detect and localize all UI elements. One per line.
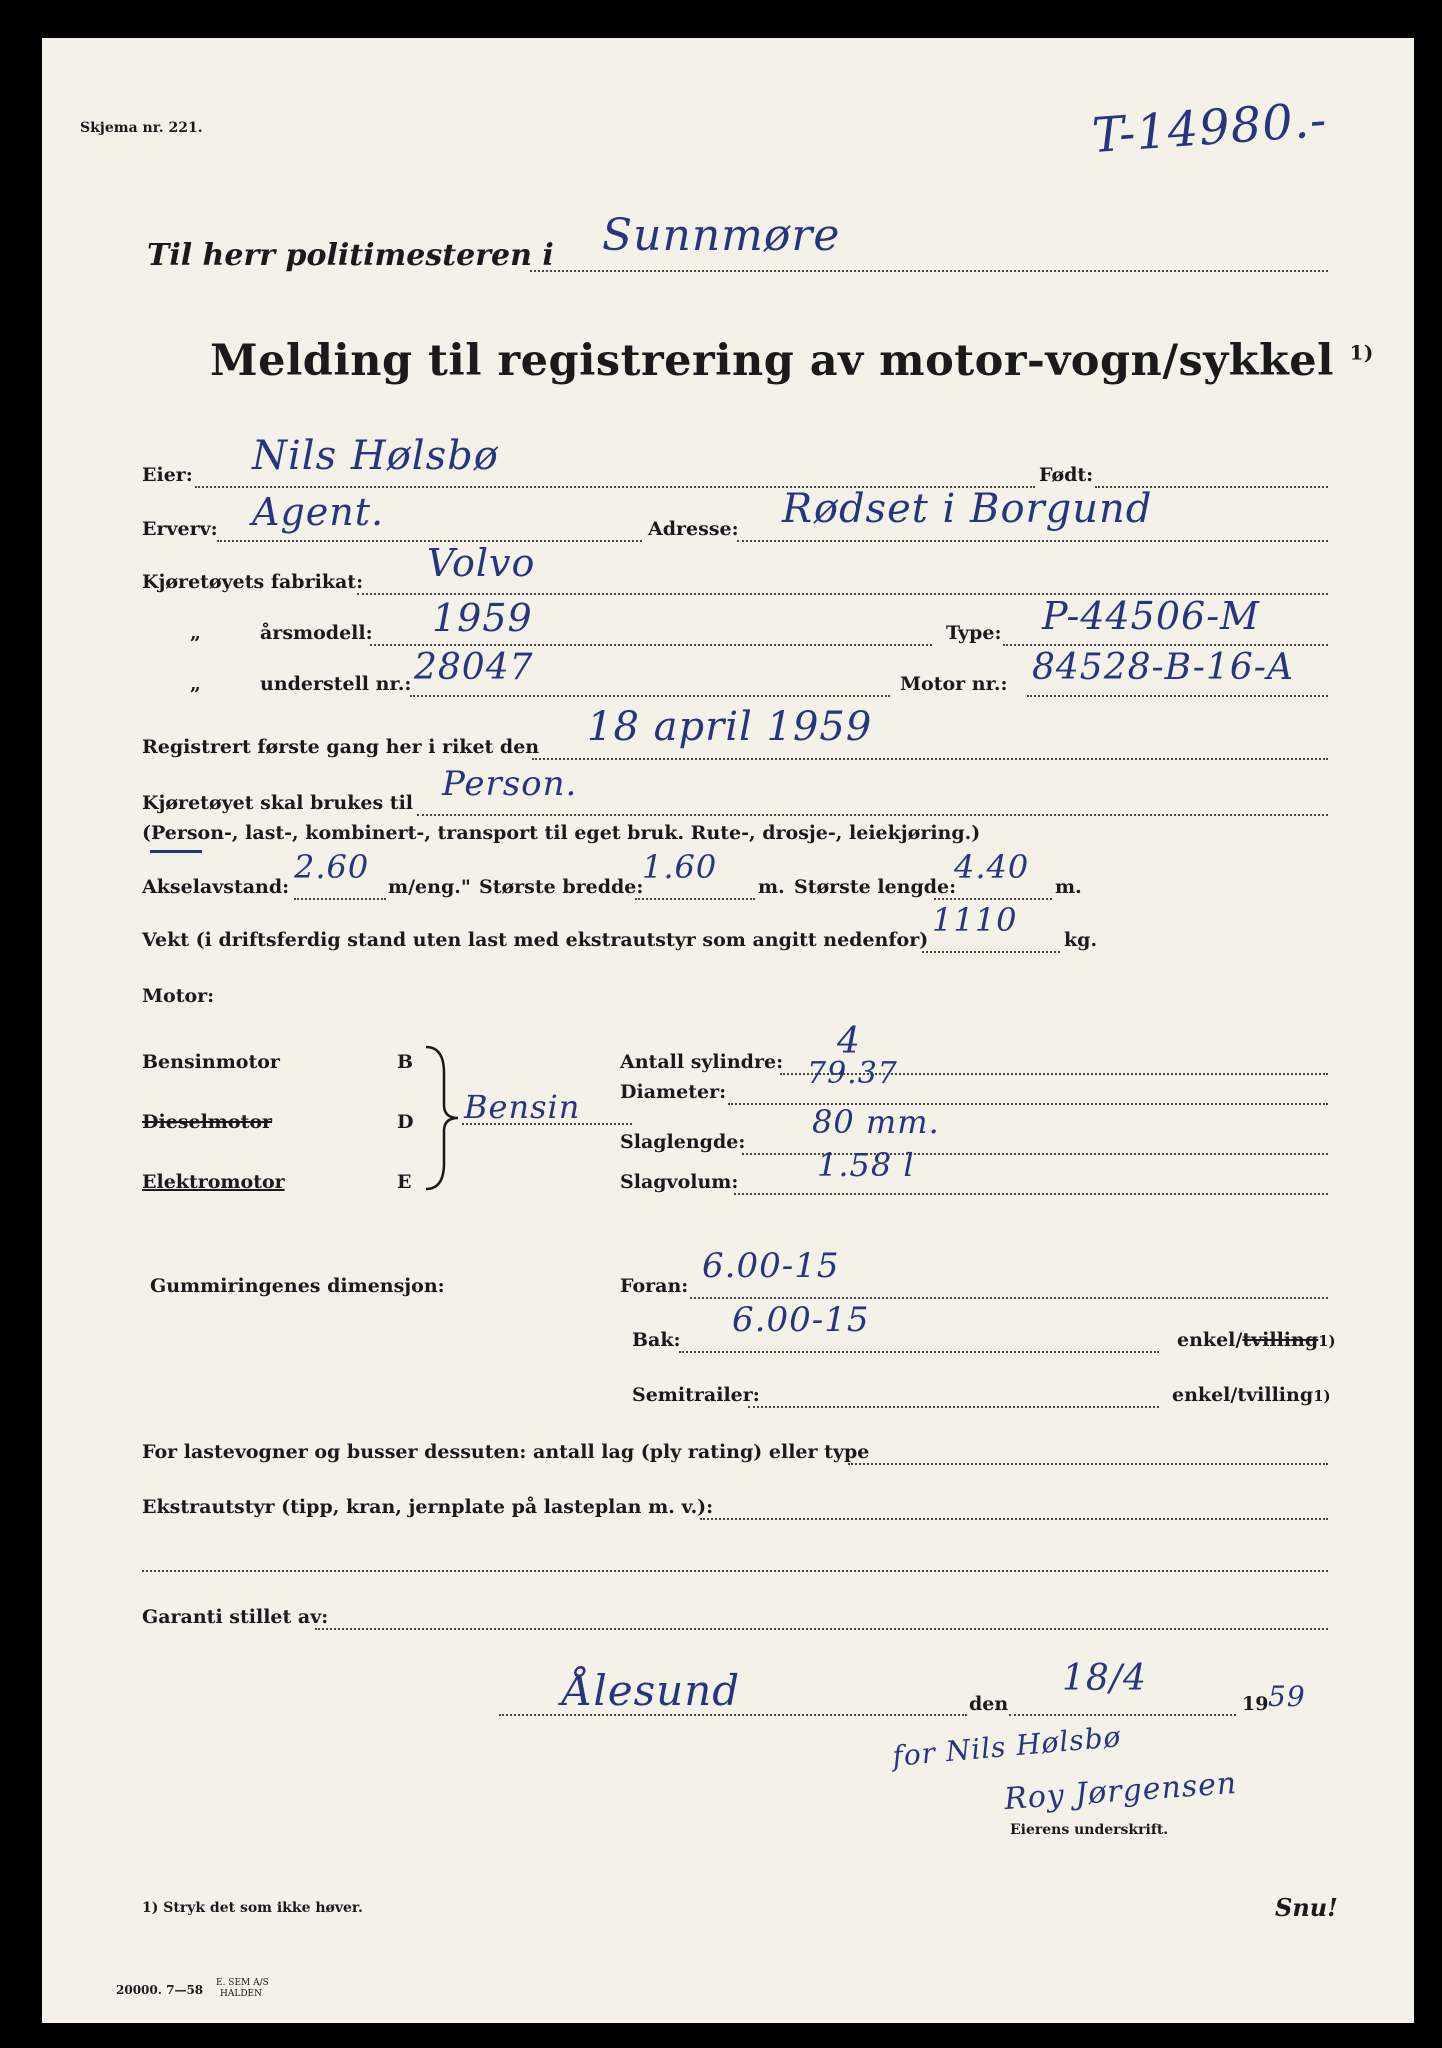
semitrailer-suffix-text: enkel/tvilling <box>1172 1384 1314 1406</box>
motor-selected-value: Bensin <box>464 1088 581 1126</box>
motor-code-b: B <box>397 1051 414 1073</box>
motor-code-d: D <box>397 1111 414 1133</box>
registrert-label: Registrert første gang her i riket den <box>142 736 540 758</box>
type-value: P-44506-M <box>1042 594 1260 638</box>
understell-label: understell nr.: <box>260 673 412 695</box>
lengde-unit: m. <box>1055 876 1082 898</box>
snu-text: Snu! <box>1275 1893 1338 1922</box>
registrert-line <box>532 758 1328 760</box>
eier-value: Nils Hølsbø <box>252 433 499 479</box>
lengde-value: 4.40 <box>954 848 1030 886</box>
ekstrautstyr-line-2 <box>142 1570 1328 1572</box>
slagvolum-line <box>734 1193 1328 1195</box>
addressee-label: Til herr politimesteren i <box>147 238 554 273</box>
foran-value: 6.00-15 <box>702 1246 840 1286</box>
akselavstand-value: 2.60 <box>294 848 370 886</box>
lengde-line <box>934 898 1052 900</box>
motor-type-diesel: Dieselmotor <box>142 1111 273 1133</box>
sylindre-label: Antall sylindre: <box>620 1051 784 1073</box>
fodt-label: Født: <box>1039 464 1094 486</box>
sylindre-value: 4 <box>837 1021 861 1062</box>
bak-label: Bak: <box>632 1329 681 1351</box>
brukes-til-label: Kjøretøyet skal brukes til <box>142 792 414 814</box>
motor-heading: Motor: <box>142 985 215 1007</box>
semitrailer-suffix <box>1172 1384 1331 1406</box>
motor-type-bensin: Bensinmotor <box>142 1051 280 1073</box>
bredde-label: Største bredde: <box>479 876 644 898</box>
motor-nr-value: 84528-B-16-A <box>1032 647 1294 688</box>
vekt-label: Vekt (i driftsferdig stand uten last med ekstrautstyr som angitt nedenfor) <box>142 929 929 951</box>
handwritten-reference: T-14980.- <box>1090 91 1329 165</box>
printer-line2: HALDEN <box>220 1989 262 1999</box>
diameter-label: Diameter: <box>620 1081 727 1103</box>
bredde-line <box>635 898 755 900</box>
title-footnote-mark: 1) <box>1349 340 1374 365</box>
motor-code-e: E <box>397 1171 412 1193</box>
year-printed: 19 <box>1242 1693 1269 1715</box>
bredde-unit: m. <box>758 876 785 898</box>
form-page <box>42 38 1414 2023</box>
erverv-label: Erverv: <box>142 518 218 540</box>
motor-nr-line <box>1027 695 1328 697</box>
tires-label: Gummiringenes dimensjon: <box>150 1275 445 1297</box>
understell-value: 28047 <box>414 647 534 688</box>
understell-ditto: „ <box>190 673 201 695</box>
adresse-line <box>737 540 1328 542</box>
motor-nr-label: Motor nr.: <box>900 673 1008 695</box>
slaglengde-label: Slaglengde: <box>620 1131 746 1153</box>
place-value: Ålesund <box>562 1666 741 1715</box>
semitrailer-suffix-mark: 1) <box>1313 1387 1331 1405</box>
slagvolum-value: 1.58 l <box>817 1146 915 1184</box>
akselavstand-unit: m/eng." <box>388 876 471 898</box>
year-written: 59 <box>1268 1680 1306 1713</box>
arsmodell-label: årsmodell: <box>260 622 373 644</box>
diameter-value: 79.37 <box>807 1056 898 1091</box>
bak-suffix-enkel: enkel/ <box>1177 1329 1243 1351</box>
ekstrautstyr-label: Ekstrautstyr (tipp, kran, jernplate på lasteplan m. v.): <box>142 1496 714 1518</box>
arsmodell-line <box>370 644 932 646</box>
bak-suffix <box>1177 1329 1336 1351</box>
understell-line <box>410 695 890 697</box>
foran-line <box>690 1297 1328 1299</box>
semitrailer-line <box>748 1406 1159 1408</box>
bak-line <box>679 1351 1159 1353</box>
type-line <box>1003 644 1328 646</box>
type-label: Type: <box>946 622 1002 644</box>
signature-caption: Eierens underskrift. <box>1010 1822 1169 1838</box>
form-number: Skjema nr. 221. <box>80 120 203 136</box>
ekstrautstyr-line <box>700 1518 1328 1520</box>
semitrailer-label: Semitrailer: <box>632 1384 760 1406</box>
slaglengde-value: 80 mm. <box>812 1103 940 1141</box>
brukes-til-line <box>417 814 1328 816</box>
addressee-line <box>530 270 1328 272</box>
motor-brace <box>422 1043 462 1193</box>
garanti-line <box>315 1628 1328 1630</box>
den-label: den <box>969 1693 1009 1715</box>
pp-line: for Nils Hølsbø <box>890 1720 1123 1773</box>
footnote: 1) Stryk det som ikke høver. <box>142 1900 363 1916</box>
person-underline <box>150 850 202 853</box>
brukes-til-value: Person. <box>442 764 578 804</box>
vekt-value: 1110 <box>932 901 1018 939</box>
adresse-label: Adresse: <box>648 518 739 540</box>
motor-type-elektro: Elektromotor <box>142 1171 285 1193</box>
akselavstand-label: Akselavstand: <box>142 876 290 898</box>
lastevogner-label: For lastevogner og busser dessuten: antall lag (ply rating) eller type <box>142 1441 870 1463</box>
eier-label: Eier: <box>142 464 193 486</box>
signer-signature: Roy Jørgensen <box>1003 1765 1239 1818</box>
bak-value: 6.00-15 <box>732 1300 870 1340</box>
date-line <box>1009 1714 1236 1716</box>
lengde-label: Største lengde: <box>794 876 957 898</box>
bak-suffix-mark: 1) <box>1318 1332 1336 1350</box>
motor-selected-line <box>462 1123 632 1125</box>
bak-suffix-tvilling: tvilling <box>1242 1329 1319 1351</box>
adresse-value: Rødset i Borgund <box>782 486 1153 532</box>
arsmodell-value: 1959 <box>432 596 533 640</box>
erverv-value: Agent. <box>252 490 385 534</box>
lastevogner-line <box>848 1463 1328 1465</box>
date-value: 18/4 <box>1062 1658 1147 1699</box>
fabrikat-label: Kjøretøyets fabrikat: <box>142 571 364 593</box>
foran-label: Foran: <box>620 1275 689 1297</box>
garanti-label: Garanti stillet av: <box>142 1606 329 1628</box>
arsmodell-ditto: „ <box>190 622 201 644</box>
addressee-value: Sunnmøre <box>602 210 841 261</box>
registrert-value: 18 april 1959 <box>587 704 873 750</box>
fabrikat-value: Volvo <box>427 541 536 585</box>
form-title <box>210 336 1374 386</box>
vekt-unit: kg. <box>1064 929 1098 951</box>
brukes-til-hint: (Person-, last-, kombinert-, transport til eget bruk. Rute-, drosje-, leiekjøring.) <box>142 822 981 844</box>
vekt-line <box>922 951 1060 953</box>
bredde-value: 1.60 <box>642 848 718 886</box>
form-title-text: Melding til registrering av motor-vogn/sykkel <box>210 336 1334 386</box>
slagvolum-label: Slagvolum: <box>620 1171 739 1193</box>
printer-line1: E. SEM A/S <box>216 1978 269 1988</box>
akselavstand-line <box>294 898 386 900</box>
print-code: 20000. 7—58 <box>116 1983 204 1997</box>
